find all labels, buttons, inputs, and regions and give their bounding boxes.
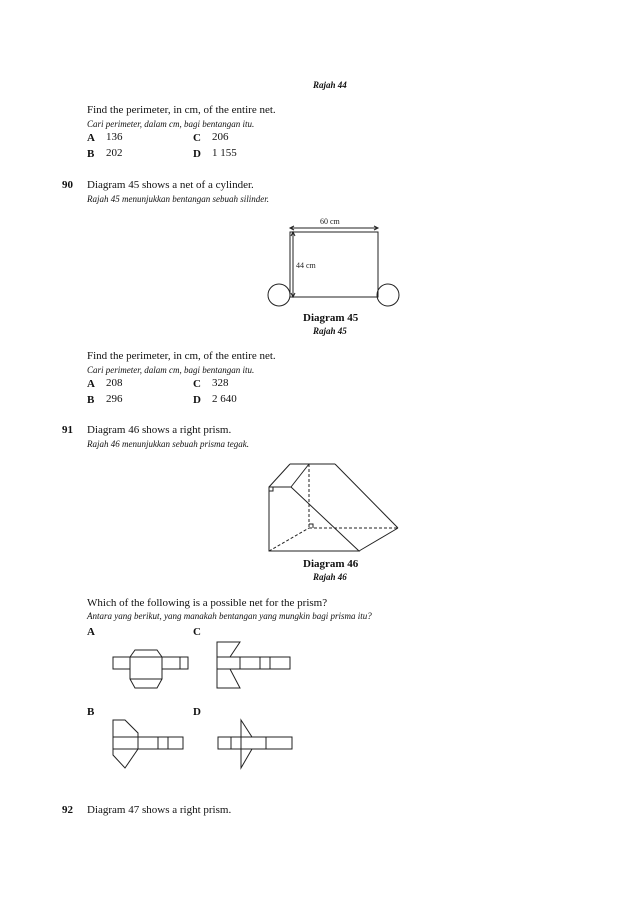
option-value: 2 640 (212, 393, 237, 405)
option-letter: B (87, 706, 95, 718)
q90-prompt-ms: Cari perimeter, dalam cm, bagi bentangan itu. (87, 365, 255, 375)
option-letter: D (193, 394, 201, 406)
q91-stem-ms: Rajah 46 menunjukkan sebuah prisma tegak. (87, 439, 249, 449)
option-letter: C (193, 378, 201, 390)
q89-prompt-ms: Cari perimeter, dalam cm, bagi bentangan itu. (87, 119, 255, 129)
q91-number: 91 (62, 424, 73, 436)
q90-prompt-en: Find the perimeter, in cm, of the entire net. (87, 350, 276, 362)
q92-number: 92 (62, 804, 73, 816)
q91-prompt-en: Which of the following is a possible net for the prism? (87, 597, 328, 609)
option-value: 296 (106, 393, 123, 405)
option-letter: A (87, 378, 95, 390)
q91-prompt-ms: Antara yang berikut, yang manakah bentangan yang mungkin bagi prisma itu? (87, 611, 372, 621)
q90-number: 90 (62, 179, 73, 191)
rajah44-caption: Rajah 44 (313, 80, 347, 90)
option-letter: A (87, 132, 95, 144)
diagram-46-caption-ms: Rajah 46 (313, 572, 347, 582)
q91-stem-en: Diagram 46 shows a right prism. (87, 424, 232, 436)
option-value: 208 (106, 377, 123, 389)
width-label: 60 cm (320, 217, 340, 226)
diagram-46-caption-en: Diagram 46 (303, 558, 359, 570)
option-value: 136 (106, 131, 123, 143)
option-letter: D (193, 706, 201, 718)
option-value: 202 (106, 147, 123, 159)
option-letter: C (193, 132, 201, 144)
q89-prompt-en: Find the perimeter, in cm, of the entire net. (87, 104, 276, 116)
q90-stem-ms: Rajah 45 menunjukkan bentangan sebuah silinder. (87, 194, 269, 204)
option-letter: A (87, 626, 95, 638)
diagram-45-caption-en: Diagram 45 (303, 312, 359, 324)
option-value: 206 (212, 131, 229, 143)
option-value: 328 (212, 377, 229, 389)
option-letter: D (193, 148, 201, 160)
option-value: 1 155 (212, 147, 237, 159)
diagram-45-caption-ms: Rajah 45 (313, 326, 347, 336)
option-letter: B (87, 394, 95, 406)
q92-stem-en: Diagram 47 shows a right prism. (87, 804, 232, 816)
height-label: 44 cm (296, 261, 316, 270)
option-letter: B (87, 148, 95, 160)
q90-stem-en: Diagram 45 shows a net of a cylinder. (87, 179, 254, 191)
option-letter: C (193, 626, 201, 638)
